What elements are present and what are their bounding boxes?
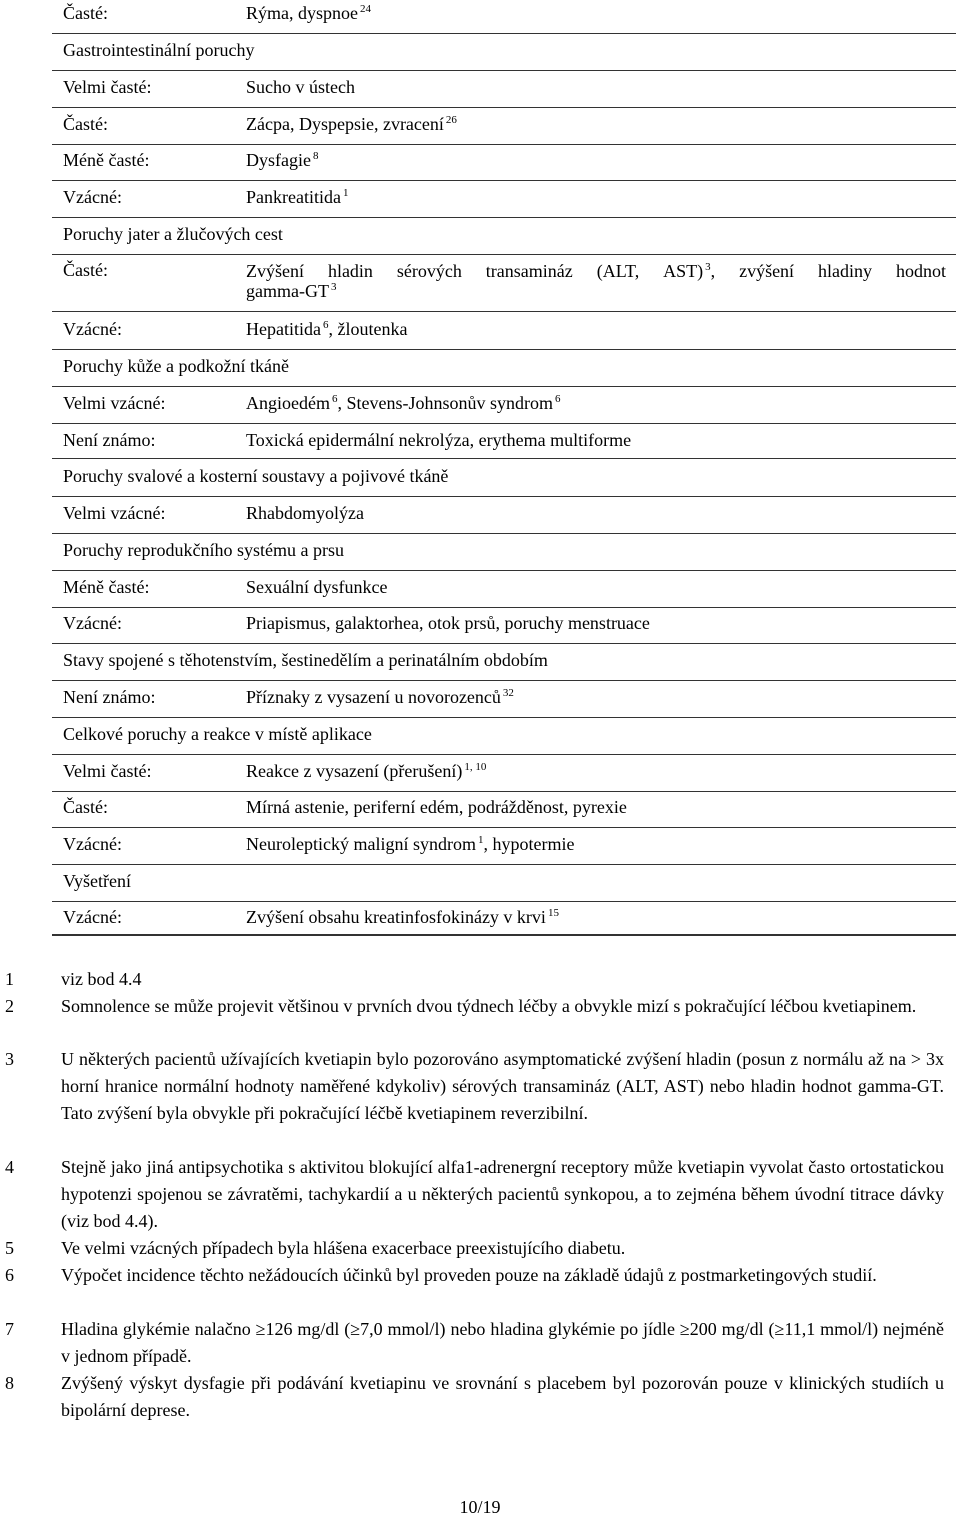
frequency-label: Není známo: xyxy=(63,687,156,707)
table-row xyxy=(52,835,956,865)
effect-text: Angioedém $^6$, Stevens-Johnsonův syndrom $^6$ xyxy=(246,393,561,413)
table-row xyxy=(52,504,956,534)
frequency-label: Vzácné: xyxy=(63,834,122,854)
section-heading-row xyxy=(52,651,956,681)
effect-text: Reakce z vysazení (přerušení) $^{1, 10}$ xyxy=(246,761,487,781)
frequency-label: Časté: xyxy=(63,260,108,280)
frequency-label: Velmi vzácné: xyxy=(63,503,166,523)
table-row xyxy=(52,762,956,792)
effect-text: Zvýšení hladin sérových transamináz (ALT, AST) $^3$, zvýšení hladiny hodnot gamma-GT $^3$ xyxy=(246,261,946,301)
footnote-number: 8 xyxy=(5,1373,14,1393)
effect-text: Rhabdomyolýza xyxy=(246,503,364,523)
table-row xyxy=(52,578,956,608)
effect-text: Dysfagie $^8$ xyxy=(246,150,319,170)
effect-text: Zácpa, Dyspepsie, zvracení $^{26}$ xyxy=(246,114,457,134)
frequency-label: Velmi vzácné: xyxy=(63,393,166,413)
effect-text: Sucho v ústech xyxy=(246,77,355,97)
effect-text: Priapismus, galaktorhea, otok prsů, poruchy menstruace xyxy=(246,613,650,633)
effect-text: Sexuální dysfunkce xyxy=(246,577,388,597)
frequency-label: Není známo: xyxy=(63,430,156,450)
section-heading-row xyxy=(52,225,956,255)
section-heading-row xyxy=(52,467,956,497)
frequency-label: Časté: xyxy=(63,114,108,134)
table-row xyxy=(52,798,956,828)
frequency-label: Méně časté: xyxy=(63,150,150,170)
frequency-label: Časté: xyxy=(63,797,108,817)
table-row xyxy=(52,688,956,718)
table-row xyxy=(52,4,956,34)
footnote-number: 1 xyxy=(5,969,14,989)
section-heading-row xyxy=(52,725,956,755)
frequency-label: Vzácné: xyxy=(63,907,122,927)
section-heading: Poruchy reprodukčního systému a prsu xyxy=(63,540,344,560)
effect-text: Příznaky z vysazení u novorozenců $^{32}$ xyxy=(246,687,514,707)
table-row xyxy=(52,394,956,424)
section-heading: Vyšetření xyxy=(63,871,131,891)
table-row xyxy=(52,261,956,312)
footnote-text: U některých pacientů užívajících kvetiapin bylo pozorováno asymptomatické zvýšení hladin (posun z normálu až na > 3x horní hranice normální hodnoty naměřené kdykoliv) sérových transamináz (ALT, AST) nebo hladin hodnot gamma-GT. Tato zvýšení byla obvykle při pokračující léčbě kvetiapinem reverzibilní. xyxy=(61,1049,944,1123)
section-heading-row xyxy=(52,541,956,571)
footnote-text: Stejně jako jiná antipsychotika s aktivitou blokující alfa1-adrenergní receptory může kvetiapin vyvolat často ortostatickou hypotenzi spojenou se závratěmi, tachykardií a u některých pacientů synkopou, a to zejména během úvodní titrace dávky (viz bod 4.4). xyxy=(61,1157,944,1231)
section-heading: Poruchy kůže a podkožní tkáně xyxy=(63,356,289,376)
table-row xyxy=(52,614,956,644)
table-row xyxy=(52,188,956,218)
table-row xyxy=(52,115,956,145)
footnote-number: 6 xyxy=(5,1265,14,1285)
footnote-number: 7 xyxy=(5,1319,14,1339)
effect-text: Hepatitida $^6$, žloutenka xyxy=(246,319,408,339)
table-row xyxy=(52,431,956,459)
footnote-text: Výpočet incidence těchto nežádoucích účinků byl proveden pouze na základě údajů z postmarketingových studií. xyxy=(61,1265,877,1285)
footnote-number: 4 xyxy=(5,1157,14,1177)
footnote-number: 5 xyxy=(5,1238,14,1258)
section-heading-row xyxy=(52,872,956,902)
effect-text: Rýma, dyspnoe $^{24}$ xyxy=(246,3,371,23)
frequency-label: Časté: xyxy=(63,3,108,23)
effect-text: Neuroleptický maligní syndrom $^1$, hypotermie xyxy=(246,834,575,854)
footnote-text: Somnolence se může projevit většinou v prvních dvou týdnech léčby a obvykle mizí s pokračující léčbou kvetiapinem. xyxy=(61,996,917,1016)
frequency-label: Vzácné: xyxy=(63,187,122,207)
effect-text: Mírná astenie, periferní edém, podrážděnost, pyrexie xyxy=(246,797,627,817)
frequency-label: Vzácné: xyxy=(63,613,122,633)
section-heading: Gastrointestinální poruchy xyxy=(63,40,255,60)
footnote-text: Ve velmi vzácných případech byla hlášena exacerbace preexistujícího diabetu. xyxy=(61,1238,626,1258)
footnote-number: 3 xyxy=(5,1049,14,1069)
section-heading: Stavy spojené s těhotenstvím, šestinedělím a perinatálním obdobím xyxy=(63,650,548,670)
footnote-text: Zvýšený výskyt dysfagie při podávání kvetiapinu ve srovnání s placebem byl pozorován pouze v klinických studiích u bipolární deprese. xyxy=(61,1373,944,1420)
page-number: 10/19 xyxy=(459,1497,501,1517)
footnote-number: 2 xyxy=(5,996,14,1016)
table-row xyxy=(52,320,956,350)
table-row xyxy=(52,151,956,181)
section-heading: Poruchy jater a žlučových cest xyxy=(63,224,283,244)
table-row xyxy=(52,908,956,936)
effect-text: Pankreatitida $^1$ xyxy=(246,187,349,207)
frequency-label: Vzácné: xyxy=(63,319,122,339)
frequency-label: Méně časté: xyxy=(63,577,150,597)
section-heading: Celkové poruchy a reakce v místě aplikace xyxy=(63,724,372,744)
section-heading-row xyxy=(52,357,956,387)
effect-text: Zvýšení obsahu kreatinfosfokinázy v krvi $^{15}$ xyxy=(246,907,559,927)
footnote-text: viz bod 4.4 xyxy=(61,969,142,989)
table-row xyxy=(52,78,956,108)
section-heading: Poruchy svalové a kosterní soustavy a pojivové tkáně xyxy=(63,466,449,486)
section-heading-row xyxy=(52,41,956,71)
frequency-label: Velmi časté: xyxy=(63,761,152,781)
footnote-text: Hladina glykémie nalačno ≥126 mg/dl (≥7,0 mmol/l) nebo hladina glykémie po jídle ≥200 mg/dl (≥11,1 mmol/l) nejméně v jednom případě. xyxy=(61,1319,944,1366)
frequency-label: Velmi časté: xyxy=(63,77,152,97)
effect-text: Toxická epidermální nekrolýza, erythema multiforme xyxy=(246,430,632,450)
